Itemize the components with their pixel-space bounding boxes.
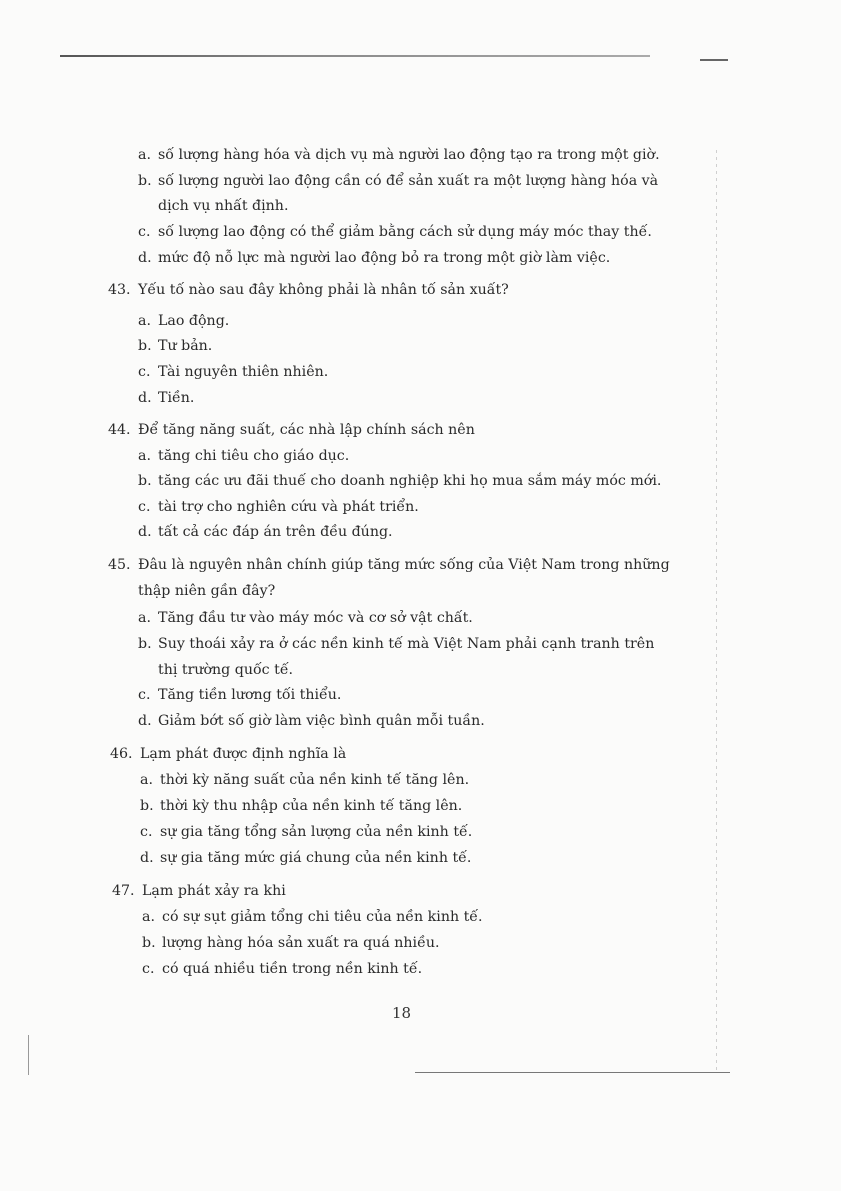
option-line [140,797,462,815]
option-text: tài trợ cho nghiên cứu và phát triển. [158,499,419,515]
option-marker: b. [140,798,154,814]
question-number: 46. [110,746,133,762]
option-text: số lượng hàng hóa và dịch vụ mà người lao động tạo ra trong một giờ. [158,147,660,163]
option-line [138,686,341,704]
option-text: Tăng đầu tư vào máy móc và cơ sở vật chất. [158,610,473,626]
question-text: Lạm phát được định nghĩa là [140,746,347,762]
option-line [142,908,483,926]
question-text: Đâu là nguyên nhân chính giúp tăng mức sống của Việt Nam trong những [138,557,670,573]
header-rule [60,55,650,57]
option-text: Tư bản. [158,338,213,354]
question-text: thập niên gần đây? [138,583,276,599]
option-text: Lao động. [158,313,230,329]
option-text: số lượng lao động có thể giảm bằng cách sử dụng máy móc thay thế. [158,224,652,240]
question-stem-continuation [138,582,275,600]
option-text: thời kỳ năng suất của nền kinh tế tăng lên. [160,772,470,788]
option-text: lượng hàng hóa sản xuất ra quá nhiều. [162,935,440,951]
option-line [138,389,194,407]
option-marker: b. [138,338,152,354]
option-line [138,498,419,516]
question-stem [110,745,346,763]
option-marker: c. [138,499,151,515]
option-line [158,661,293,679]
option-text: Suy thoái xảy ra ở các nền kinh tế mà Việt Nam phải cạnh tranh trên [158,636,655,652]
question-number: 44. [108,422,131,438]
question-text: Để tăng năng suất, các nhà lập chính sách nên [138,422,475,438]
option-line [138,472,661,490]
option-text: Tiền. [158,390,195,406]
option-line [138,223,652,241]
option-line [138,609,473,627]
option-marker: a. [138,448,151,464]
option-text: Tài nguyên thiên nhiên. [158,364,329,380]
option-line [140,849,471,867]
option-line [140,771,469,789]
option-text: tăng các ưu đãi thuế cho doanh nghiệp khi họ mua sắm máy móc mới. [158,473,662,489]
option-marker: d. [140,850,154,866]
option-marker: c. [138,224,151,240]
option-marker: a. [138,610,151,626]
option-marker: a. [138,313,151,329]
option-line [138,363,328,381]
scan-mark [28,1035,29,1075]
question-number: 45. [108,557,131,573]
scan-edge [716,150,717,1070]
option-marker: b. [138,173,152,189]
option-line [138,523,393,541]
option-line [142,960,422,978]
question-stem [112,882,286,900]
option-marker: c. [140,824,153,840]
option-marker: d. [138,524,152,540]
option-text: mức độ nỗ lực mà người lao động bỏ ra trong một giờ làm việc. [158,250,611,266]
question-stem [108,281,509,299]
option-line [138,312,229,330]
option-line [138,146,660,164]
option-text: có sự sụt giảm tổng chi tiêu của nền kinh tế. [162,909,483,925]
option-line [138,172,658,190]
option-text: thời kỳ thu nhập của nền kinh tế tăng lên. [160,798,463,814]
question-stem [108,421,475,439]
option-line [138,337,212,355]
option-line [138,249,610,267]
option-text: sự gia tăng mức giá chung của nền kinh tế. [160,850,472,866]
option-marker: a. [140,772,153,788]
option-marker: a. [142,909,155,925]
question-number: 43. [108,282,131,298]
option-text: Tăng tiền lương tối thiểu. [158,687,342,703]
option-marker: b. [138,473,152,489]
option-line [158,197,288,215]
option-text: dịch vụ nhất định. [158,198,289,214]
option-marker: a. [138,147,151,163]
question-text: Lạm phát xảy ra khi [142,883,286,899]
option-line [138,635,654,653]
option-marker: d. [138,390,152,406]
question-stem [108,556,670,574]
option-marker: b. [138,636,152,652]
option-text: thị trường quốc tế. [158,662,294,678]
option-marker: c. [142,961,155,977]
question-number: 47. [112,883,135,899]
option-marker: d. [138,250,152,266]
question-text: Yếu tố nào sau đây không phải là nhân tố sản xuất? [138,282,509,298]
option-marker: c. [138,364,151,380]
option-line [138,447,349,465]
footer-rule [415,1072,730,1073]
option-marker: b. [142,935,156,951]
option-line [140,823,472,841]
option-marker: d. [138,713,152,729]
header-rule-tick [700,59,728,61]
option-marker: c. [138,687,151,703]
option-line [138,712,485,730]
option-text: số lượng người lao động cần có để sản xuất ra một lượng hàng hóa và [158,173,659,189]
option-text: Giảm bớt số giờ làm việc bình quân mỗi tuần. [158,713,485,729]
page-number: 18 [392,1004,412,1022]
option-text: tất cả các đáp án trên đều đúng. [158,524,393,540]
option-text: sự gia tăng tổng sản lượng của nền kinh tế. [160,824,473,840]
option-text: tăng chi tiêu cho giáo dục. [158,448,350,464]
option-text: có quá nhiều tiền trong nền kinh tế. [162,961,423,977]
option-line [142,934,439,952]
